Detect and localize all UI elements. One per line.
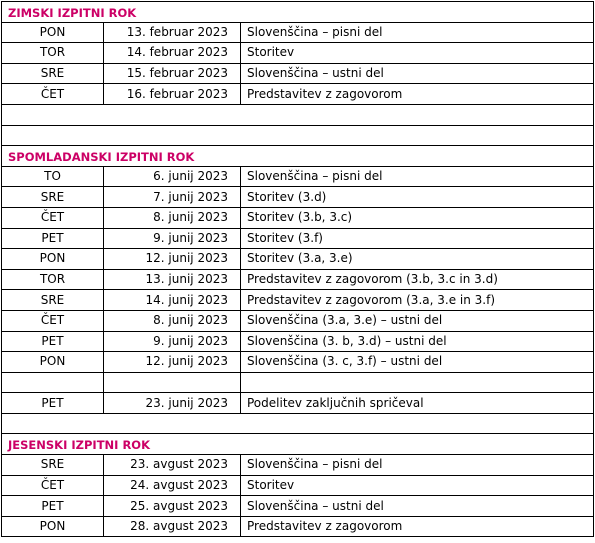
spacer-cell	[2, 125, 594, 146]
section-header-row	[2, 146, 594, 167]
day-cell: ČET	[2, 475, 104, 496]
spacer-row	[2, 104, 594, 125]
day-cell: PON	[2, 249, 104, 270]
table-row	[2, 475, 594, 496]
section-title: JESENSKI IZPITNI ROK	[2, 434, 594, 455]
subject-cell: Slovenščina (3. b, 3.d) – ustni del	[241, 331, 594, 352]
table-row	[2, 22, 594, 43]
day-cell: TOR	[2, 269, 104, 290]
date-cell: 14. februar 2023	[104, 43, 241, 64]
day-cell	[2, 372, 104, 393]
day-cell: ČET	[2, 84, 104, 105]
date-cell: 28. avgust 2023	[104, 516, 241, 537]
subject-cell: Slovenščina – pisni del	[241, 166, 594, 187]
exam-schedule-table	[1, 1, 594, 537]
table-row	[2, 393, 594, 414]
table-row	[2, 455, 594, 476]
day-cell: ČET	[2, 207, 104, 228]
table-row	[2, 43, 594, 64]
date-cell: 9. junij 2023	[104, 228, 241, 249]
subject-cell: Storitev (3.d)	[241, 187, 594, 208]
table-row	[2, 63, 594, 84]
date-cell: 14. junij 2023	[104, 290, 241, 311]
day-cell: SRE	[2, 187, 104, 208]
subject-cell: Slovenščina (3.a, 3.e) – ustni del	[241, 310, 594, 331]
subject-cell	[241, 372, 594, 393]
table-row	[2, 496, 594, 517]
table-row	[2, 187, 594, 208]
table-row	[2, 207, 594, 228]
date-cell: 24. avgust 2023	[104, 475, 241, 496]
spacer-row	[2, 413, 594, 434]
date-cell: 23. junij 2023	[104, 393, 241, 414]
section-header-row	[2, 434, 594, 455]
section-title: SPOMLADANSKI IZPITNI ROK	[2, 146, 594, 167]
date-cell: 7. junij 2023	[104, 187, 241, 208]
table-row	[2, 228, 594, 249]
date-cell: 23. avgust 2023	[104, 455, 241, 476]
section-title: ZIMSKI IZPITNI ROK	[2, 2, 594, 23]
subject-cell: Storitev (3.a, 3.e)	[241, 249, 594, 270]
table-row	[2, 352, 594, 373]
day-cell: PET	[2, 393, 104, 414]
spacer-cell	[2, 104, 594, 125]
date-cell: 12. junij 2023	[104, 249, 241, 270]
date-cell: 6. junij 2023	[104, 166, 241, 187]
spacer-row	[2, 125, 594, 146]
date-cell	[104, 372, 241, 393]
day-cell: ČET	[2, 310, 104, 331]
date-cell: 12. junij 2023	[104, 352, 241, 373]
day-cell: SRE	[2, 63, 104, 84]
subject-cell: Slovenščina – ustni del	[241, 496, 594, 517]
date-cell: 8. junij 2023	[104, 207, 241, 228]
subject-cell: Storitev (3.f)	[241, 228, 594, 249]
section-header-row	[2, 2, 594, 23]
subject-cell: Slovenščina – pisni del	[241, 455, 594, 476]
subject-cell: Storitev	[241, 43, 594, 64]
day-cell: PON	[2, 22, 104, 43]
subject-cell: Slovenščina (3. c, 3.f) – ustni del	[241, 352, 594, 373]
table-row	[2, 290, 594, 311]
day-cell: PON	[2, 516, 104, 537]
table-row	[2, 249, 594, 270]
date-cell: 15. februar 2023	[104, 63, 241, 84]
day-cell: PON	[2, 352, 104, 373]
table-row	[2, 516, 594, 537]
day-cell: SRE	[2, 290, 104, 311]
day-cell: PET	[2, 496, 104, 517]
day-cell: TOR	[2, 43, 104, 64]
subject-cell: Predstavitev z zagovorom	[241, 516, 594, 537]
date-cell: 8. junij 2023	[104, 310, 241, 331]
subject-cell: Slovenščina – ustni del	[241, 63, 594, 84]
subject-cell: Storitev (3.b, 3.c)	[241, 207, 594, 228]
spacer-cell	[2, 413, 594, 434]
date-cell: 16. februar 2023	[104, 84, 241, 105]
date-cell: 9. junij 2023	[104, 331, 241, 352]
table-row	[2, 372, 594, 393]
subject-cell: Podelitev zaključnih spričeval	[241, 393, 594, 414]
subject-cell: Predstavitev z zagovorom	[241, 84, 594, 105]
date-cell: 25. avgust 2023	[104, 496, 241, 517]
table-row	[2, 331, 594, 352]
day-cell: PET	[2, 228, 104, 249]
subject-cell: Predstavitev z zagovorom (3.a, 3.e in 3.f)	[241, 290, 594, 311]
day-cell: TO	[2, 166, 104, 187]
subject-cell: Slovenščina – pisni del	[241, 22, 594, 43]
date-cell: 13. februar 2023	[104, 22, 241, 43]
day-cell: PET	[2, 331, 104, 352]
table-row	[2, 84, 594, 105]
table-row	[2, 310, 594, 331]
table-row	[2, 269, 594, 290]
subject-cell: Storitev	[241, 475, 594, 496]
table-row	[2, 166, 594, 187]
date-cell: 13. junij 2023	[104, 269, 241, 290]
subject-cell: Predstavitev z zagovorom (3.b, 3.c in 3.d)	[241, 269, 594, 290]
day-cell: SRE	[2, 455, 104, 476]
